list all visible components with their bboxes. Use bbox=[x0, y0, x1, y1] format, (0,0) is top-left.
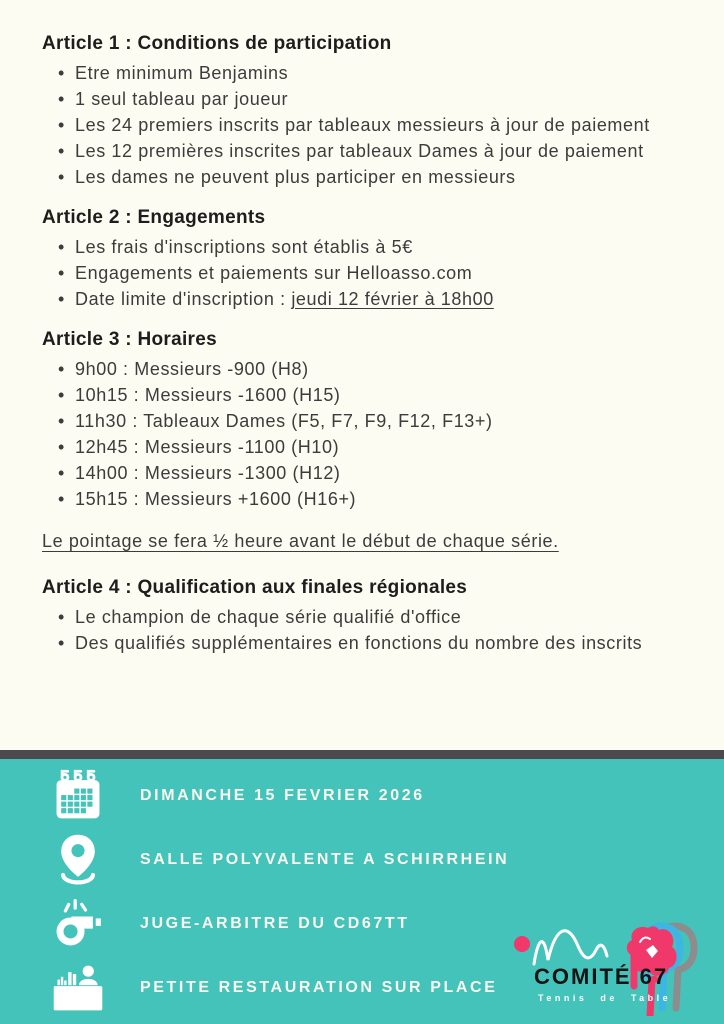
list-item-text: Date limite d'inscription : bbox=[75, 289, 292, 309]
list-item bbox=[42, 382, 698, 408]
section-divider bbox=[0, 750, 724, 759]
list-item-text: Des qualifiés supplémentaires en fonctions du nombre des inscrits bbox=[75, 633, 643, 653]
list-item-text: Les 12 premières inscrites par tableaux Dames à jour de paiement bbox=[75, 141, 644, 161]
list-item-text: 1 seul tableau par joueur bbox=[75, 89, 289, 109]
list-item bbox=[42, 434, 698, 460]
event-referee: JUGE-ARBITRE DU CD67TT bbox=[140, 915, 410, 932]
event-food: PETITE RESTAURATION SUR PLACE bbox=[140, 979, 498, 996]
list-item bbox=[42, 60, 698, 86]
info-row-location bbox=[0, 828, 724, 892]
list-item-text: Le champion de chaque série qualifié d'office bbox=[75, 607, 462, 627]
event-location: SALLE POLYVALENTE A SCHIRRHEIN bbox=[140, 851, 510, 868]
list-item-text: Les frais d'inscriptions sont établis à 5€ bbox=[75, 237, 413, 257]
list-item bbox=[42, 460, 698, 486]
article-4-list bbox=[42, 604, 698, 656]
logo-title: COMITÉ 67 bbox=[534, 964, 669, 989]
location-pin-icon bbox=[48, 830, 108, 890]
article-1-title: Article 1 : Conditions de participation bbox=[42, 33, 392, 54]
list-item bbox=[42, 486, 698, 512]
food-counter-icon bbox=[48, 958, 108, 1018]
article-2-list bbox=[42, 234, 698, 312]
list-item-text: 15h15 : Messieurs +1600 (H16+) bbox=[75, 489, 357, 509]
article-2 bbox=[42, 206, 698, 312]
pointage-note: Le pointage se fera ½ heure avant le début de chaque série. bbox=[42, 531, 559, 551]
article-4 bbox=[42, 576, 698, 656]
list-item bbox=[42, 356, 698, 382]
article-1-list bbox=[42, 60, 698, 190]
article-3-title: Article 3 : Horaires bbox=[42, 329, 217, 350]
list-item-text: Engagements et paiements sur Helloasso.com bbox=[75, 263, 473, 283]
list-item bbox=[42, 408, 698, 434]
list-item bbox=[42, 286, 698, 312]
list-item-text: 11h30 : Tableaux Dames (F5, F7, F9, F12, F13+) bbox=[75, 411, 493, 431]
list-item-text: Les 24 premiers inscrits par tableaux messieurs à jour de paiement bbox=[75, 115, 650, 135]
list-item bbox=[42, 630, 698, 656]
list-item bbox=[42, 138, 698, 164]
list-item-text: 12h45 : Messieurs -1100 (H10) bbox=[75, 437, 340, 457]
comite67-logo bbox=[510, 920, 710, 1016]
list-item bbox=[42, 164, 698, 190]
deadline-underlined-text: jeudi 12 février à 18h00 bbox=[291, 289, 494, 309]
list-item bbox=[42, 86, 698, 112]
article-2-title: Article 2 : Engagements bbox=[42, 207, 266, 228]
list-item bbox=[42, 112, 698, 138]
info-row-date bbox=[0, 764, 724, 828]
event-info-section bbox=[0, 759, 724, 1024]
whistle-icon bbox=[48, 894, 108, 954]
list-item-text: 14h00 : Messieurs -1300 (H12) bbox=[75, 463, 341, 483]
article-3-list bbox=[42, 356, 698, 512]
list-item bbox=[42, 604, 698, 630]
logo-subtitle: Tennis de Table bbox=[538, 993, 672, 1003]
list-item-text: 10h15 : Messieurs -1600 (H15) bbox=[75, 385, 341, 405]
list-item bbox=[42, 260, 698, 286]
event-date: DIMANCHE 15 FEVRIER 2026 bbox=[140, 787, 425, 804]
article-1 bbox=[42, 32, 698, 190]
list-item bbox=[42, 234, 698, 260]
list-item-text: Etre minimum Benjamins bbox=[75, 63, 289, 83]
calendar-icon bbox=[48, 766, 108, 826]
article-4-title: Article 4 : Qualification aux finales régionales bbox=[42, 577, 468, 598]
list-item-text: 9h00 : Messieurs -900 (H8) bbox=[75, 359, 309, 379]
list-item-text: Les dames ne peuvent plus participer en messieurs bbox=[75, 167, 516, 187]
article-3 bbox=[42, 328, 698, 512]
